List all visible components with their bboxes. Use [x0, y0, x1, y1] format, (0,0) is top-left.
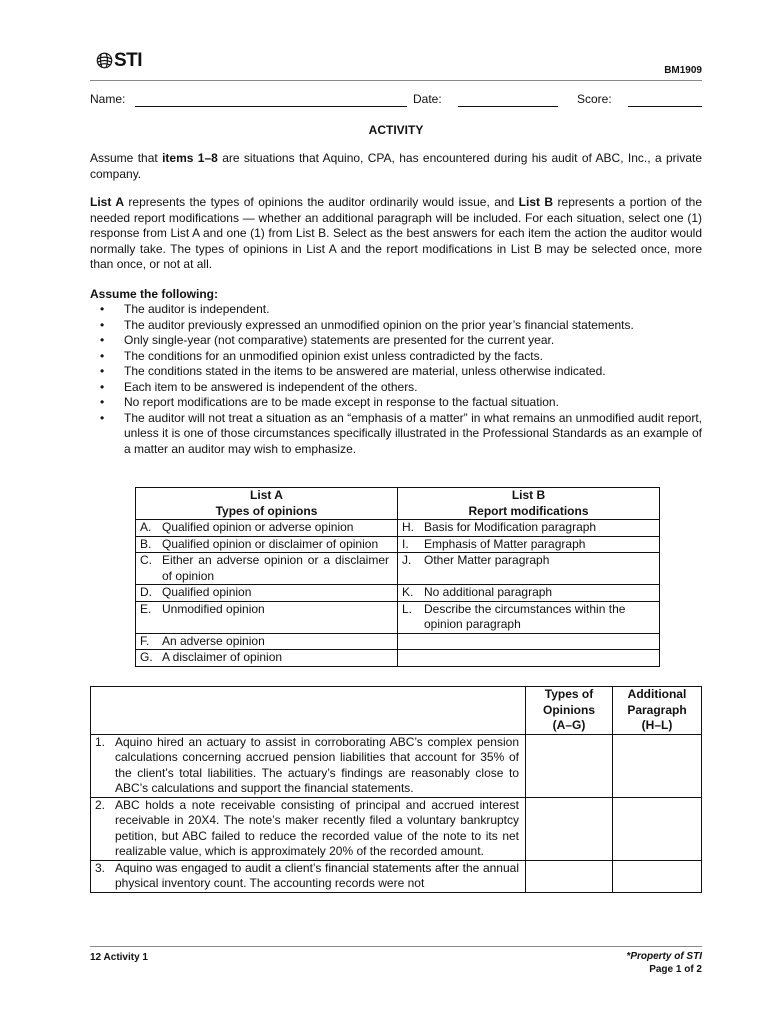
name-label: Name: [90, 92, 126, 106]
intro-paragraph-1: Assume that items 1–8 are situations that Aquino, CPA, has encountered during his audit of ABC, Inc., a private company. [90, 151, 702, 181]
table-row: G. A disclaimer of opinion [136, 650, 660, 667]
footer-activity: 12 Activity 1 [90, 952, 148, 963]
table-row: B. Qualified opinion or disclaimer of opinion I. Emphasis of Matter paragraph [136, 536, 660, 553]
name-line[interactable] [135, 106, 407, 107]
table-row: 2. ABC holds a note receivable consisting of principal and accrued interest receivable in 20X4. The note’s maker recently filed a voluntary bankruptcy petition, but ABC failed to reduce the recorded value of the note to its net realizable value, which is approximately 20% of the recorded amount. [91, 797, 702, 860]
table-row: C. Either an adverse opinion or a disclaimer of opinion J. Other Matter paragraph [136, 553, 660, 585]
globe-icon [96, 52, 113, 69]
list-item: • Each item to be answered is independent of the others. [100, 379, 418, 394]
table-row: E. Unmodified opinion L. Describe the circumstances within the opinion paragraph [136, 601, 660, 633]
situation-column-header [91, 687, 526, 735]
table-row: 1. Aquino hired an actuary to assist in corroborating ABC’s complex pension calculations concerning accrued pension liabilities that account for 35% of the client’s total liabilities. The actuary’s findings are reasonably close to ABC’s calculations and support the financial statements. [91, 734, 702, 797]
date-line[interactable] [458, 106, 558, 107]
list-b-header: List B Report modifications [398, 488, 660, 520]
list-item: • No report modifications are to be made except in response to the factual situation. [100, 395, 559, 409]
list-item: • The conditions stated in the items to be answered are material, unless otherwise indicated. [100, 364, 606, 378]
list-item: • Only single-year (not comparative) statements are presented for the current year. [100, 333, 555, 347]
situations-table [90, 686, 702, 893]
footer-property: *Property of STI [626, 951, 702, 962]
table-row: D. Qualified opinion K. No additional paragraph [136, 585, 660, 602]
answer-cell-opinion[interactable] [526, 734, 613, 797]
date-label: Date: [413, 92, 442, 106]
sti-logo [96, 49, 143, 71]
page-header [90, 50, 702, 80]
answer-cell-opinion[interactable] [526, 797, 613, 860]
footer-divider [90, 946, 702, 947]
table-row: 3. Aquino was engaged to audit a client’s financial statements after the annual physical inventory count. The accounting records were not [91, 860, 702, 892]
paragraph-column-header: Additional Paragraph (H–L) [613, 687, 702, 735]
table-row: A. Qualified opinion or adverse opinion H. Basis for Modification paragraph [136, 520, 660, 537]
student-fields [90, 92, 702, 110]
intro-paragraph-2: List A represents the types of opinions the auditor ordinarily would issue, and List B represents a portion of the needed report modifications — whether an additional paragraph will be included. For each situation, select one (1) response from List A and one (1) from List B. Select as the best answers for each item the action the auditor would normally take. The types of opinions in List A and the report modifications in List B may be selected once, more than once, or not at all. [90, 195, 702, 271]
list-a-header: List A Types of opinions [136, 488, 398, 520]
list-item: • The auditor is independent. [100, 302, 270, 316]
list-item: • The auditor previously expressed an unmodified opinion on the prior year’s financial statements. [100, 317, 634, 332]
header-divider [90, 80, 702, 81]
assumptions-heading: Assume the following: [90, 287, 219, 301]
answer-cell-paragraph[interactable] [613, 734, 702, 797]
footer-right [626, 950, 702, 976]
score-label: Score: [577, 92, 612, 106]
page-title: ACTIVITY [368, 123, 424, 137]
assumptions-list [90, 302, 702, 457]
answer-cell-paragraph[interactable] [613, 797, 702, 860]
answer-cell-paragraph[interactable] [613, 860, 702, 892]
document-code: BM1909 [664, 65, 702, 76]
opinions-column-header: Types of Opinions (A–G) [526, 687, 613, 735]
list-item: • The auditor will not treat a situation as an “emphasis of a matter” in what remains an unmodified audit report, unless it is one of those circumstances specifically illustrated in the Professional Standards as an example of a matter an auditor may wish to emphasize. [100, 410, 702, 456]
table-row: F. An adverse opinion [136, 633, 660, 650]
list-item: • The conditions for an unmodified opinion exist unless contradicted by the facts. [100, 348, 543, 363]
page-number: Page 1 of 2 [649, 964, 702, 975]
answer-cell-opinion[interactable] [526, 860, 613, 892]
lists-table [135, 487, 660, 667]
logo-text: STI [114, 49, 143, 71]
score-line[interactable] [628, 106, 702, 107]
